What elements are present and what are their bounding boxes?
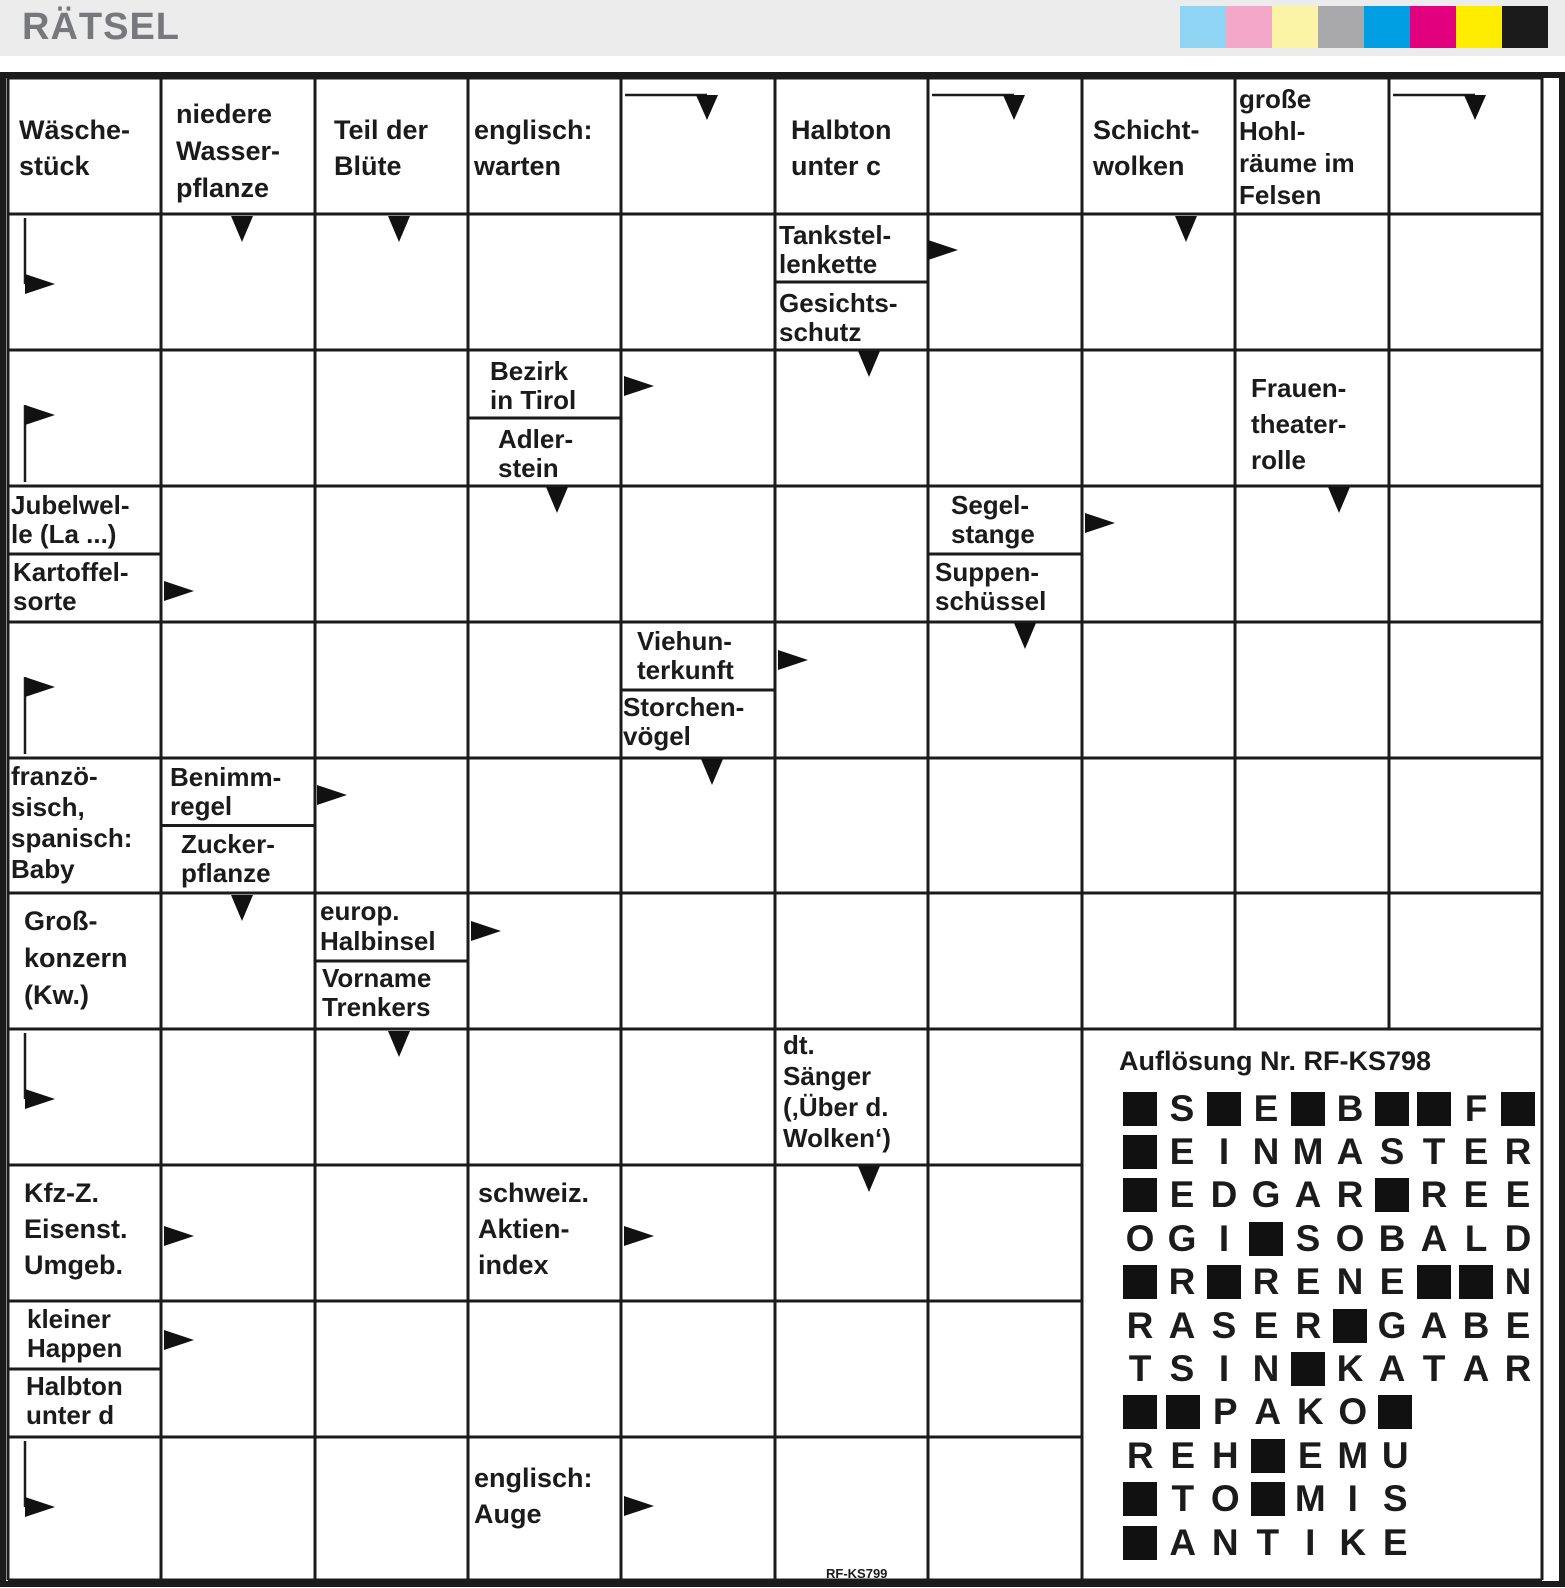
solution-letter: R (1420, 1174, 1448, 1216)
solution-letter: R (1252, 1261, 1280, 1303)
clue-line: Bezirk (490, 356, 569, 386)
right-arrow-icon (624, 1226, 654, 1246)
solution-black-square (1287, 1347, 1329, 1390)
clue-line: Trenkers (322, 992, 431, 1022)
clue-line: theater- (1251, 409, 1347, 439)
clue-line: (Kw.) (24, 980, 89, 1010)
solution-row (1119, 1391, 1539, 1434)
solution-letter: I (1347, 1478, 1358, 1520)
solution-black-square (1245, 1217, 1287, 1260)
clue-c27 (478, 1175, 589, 1283)
clue-line: Kfz-Z. (24, 1178, 99, 1208)
solution-letter: N (1504, 1261, 1532, 1303)
solution-letter: U (1381, 1434, 1409, 1476)
color-swatch (1180, 6, 1226, 48)
clue-c09 (779, 289, 898, 347)
solution-letter: H (1211, 1434, 1239, 1476)
solution-black-square (1371, 1087, 1413, 1130)
clue-line: Teil der (334, 115, 429, 145)
solution-black-square (1203, 1261, 1245, 1304)
clue-line: Wasser- (176, 136, 281, 166)
solution-letter: M (1294, 1478, 1326, 1520)
solution-letter: S (1169, 1348, 1195, 1390)
solution-letter: N (1252, 1131, 1280, 1173)
solution-letter: R (1504, 1131, 1532, 1173)
solution-row (1119, 1304, 1539, 1347)
clue-line: Halbton (26, 1371, 123, 1401)
solution-letter: M (1292, 1131, 1324, 1173)
right-arrow-icon (25, 1497, 55, 1517)
right-arrow-icon (25, 677, 55, 697)
clue-line: lenkette (779, 249, 878, 279)
color-swatch (1364, 6, 1410, 48)
solution-black-square (1203, 1087, 1245, 1130)
clue-c23 (320, 896, 436, 956)
clue-c06 (1093, 112, 1200, 184)
solution-black-square (1329, 1304, 1371, 1347)
solution-letter: R (1336, 1174, 1364, 1216)
right-arrow-icon (164, 1226, 194, 1246)
clue-line: Blüte (334, 151, 402, 181)
solution-letter: A (1336, 1131, 1364, 1173)
clue-line: Eisenst. (24, 1214, 128, 1244)
clue-line: vögel (623, 721, 691, 751)
clue-line: Zucker- (181, 829, 275, 859)
solution-row (1119, 1130, 1539, 1173)
solution-letter: B (1462, 1304, 1490, 1346)
clue-line: in Tirol (490, 385, 577, 415)
solution-black-square (1371, 1174, 1413, 1217)
solution-letter: N (1336, 1261, 1364, 1303)
clue-line: Umgeb. (24, 1250, 124, 1280)
clue-line: stein (498, 453, 559, 483)
clue-c25 (783, 1030, 891, 1154)
solution-letter: E (1463, 1174, 1489, 1216)
clue-line: schüssel (935, 586, 1047, 616)
clue-c30 (474, 1460, 593, 1532)
solution-letter: G (1167, 1217, 1197, 1259)
solution-black-square (1119, 1087, 1161, 1130)
solution-letter: E (1463, 1131, 1489, 1173)
clue-c24 (322, 964, 431, 1022)
clue-line: Halbinsel (320, 926, 436, 956)
right-arrow-icon (25, 405, 55, 425)
solution-letter: E (1170, 1434, 1196, 1476)
clue-line: Schicht- (1093, 115, 1200, 145)
solution-letter: A (1462, 1348, 1490, 1390)
down-arrow-icon (1464, 95, 1486, 120)
clue-line: terkunft (637, 655, 734, 685)
clue-line: räume im (1239, 148, 1355, 178)
page-title: RÄTSEL (22, 6, 180, 48)
solution-letter: A (1168, 1304, 1196, 1346)
clue-line: schweiz. (478, 1178, 590, 1208)
solution-letter: A (1420, 1217, 1448, 1259)
solution-row (1119, 1261, 1539, 1304)
solution-black-square (1119, 1130, 1161, 1173)
clue-c07 (1239, 83, 1355, 211)
clue-line: rolle (1251, 445, 1306, 475)
solution-letter: A (1169, 1521, 1197, 1563)
clue-line: wolken (1093, 151, 1185, 181)
solution-row (1119, 1478, 1539, 1521)
color-swatch (1272, 6, 1318, 48)
clue-line: Storchen- (623, 692, 745, 722)
solution-black-square (1162, 1391, 1205, 1434)
clue-line: Wäsche- (19, 115, 131, 145)
solution-letter: B (1378, 1217, 1406, 1259)
clue-line: pflanze (176, 173, 270, 203)
clue-line: englisch: (474, 115, 593, 145)
solution-letter: K (1296, 1391, 1324, 1433)
solution-letter: I (1305, 1521, 1316, 1563)
solution-row (1119, 1174, 1539, 1217)
right-arrow-icon (25, 1089, 55, 1109)
solution-letter: A (1420, 1304, 1448, 1346)
solution-black-square (1247, 1434, 1290, 1477)
down-arrow-icon (546, 487, 568, 513)
color-swatch (1456, 6, 1502, 48)
down-arrow-icon (388, 216, 410, 242)
clue-line: Viehun- (637, 626, 732, 656)
clue-line: le (La ...) (11, 519, 117, 549)
clue-line: index (478, 1250, 549, 1280)
clue-c10 (490, 357, 576, 415)
solution-letter: K (1339, 1521, 1367, 1563)
clue-c08 (779, 221, 891, 279)
clue-line: Halbton (791, 115, 892, 145)
right-arrow-icon (317, 785, 347, 805)
solution-letter: E (1253, 1304, 1279, 1346)
clue-line: kleiner (27, 1304, 111, 1334)
puzzle-id: RF-KS799 (826, 1566, 888, 1581)
clue-line: spanisch: (11, 823, 133, 853)
solution-letter: E (1505, 1174, 1531, 1216)
clue-line: Adler- (498, 424, 574, 454)
clue-c12 (1251, 370, 1346, 478)
down-arrow-icon (231, 895, 253, 921)
down-arrow-icon (1014, 623, 1036, 649)
solution-black-square (1247, 1478, 1290, 1521)
solution-letter: K (1336, 1348, 1364, 1390)
solution-letter: S (1379, 1131, 1405, 1173)
solution-letter: E (1379, 1261, 1405, 1303)
down-arrow-icon (1003, 95, 1025, 120)
solution-letter: E (1169, 1174, 1195, 1216)
solution-row (1119, 1521, 1539, 1564)
right-arrow-icon (25, 274, 55, 294)
solution-letter: T (1422, 1131, 1446, 1173)
down-arrow-icon (858, 1166, 880, 1192)
solution-black-square (1374, 1391, 1417, 1434)
solution-letter: L (1464, 1217, 1488, 1259)
clue-c18 (623, 693, 744, 751)
solution-letter: E (1169, 1131, 1195, 1173)
clue-line: Segel- (951, 490, 1030, 520)
solution-row (1119, 1434, 1539, 1477)
clue-line: unter d (26, 1400, 115, 1430)
clue-c04 (474, 112, 593, 184)
color-swatch (1502, 6, 1548, 48)
clue-line: pflanze (181, 858, 271, 888)
solution-letter: O (1125, 1217, 1155, 1259)
clue-line: europ. (320, 896, 400, 926)
clue-line: Felsen (1239, 180, 1322, 210)
clue-line: warten (474, 151, 562, 181)
solution-letter: S (1211, 1304, 1237, 1346)
solution-row (1119, 1087, 1539, 1130)
solution-letter: I (1218, 1217, 1230, 1259)
clue-line: Baby (11, 854, 75, 884)
clue-c26 (24, 1175, 128, 1283)
solution-letter: E (1295, 1261, 1321, 1303)
clue-line: konzern (24, 943, 128, 973)
clue-c20 (170, 763, 281, 821)
clue-line: sisch, (11, 792, 85, 822)
color-swatches (1180, 6, 1548, 48)
clue-c05 (791, 112, 892, 184)
right-arrow-icon (624, 1496, 654, 1516)
down-arrow-icon (1175, 216, 1197, 242)
solution-black-square (1413, 1087, 1455, 1130)
solution-letter: R (1126, 1434, 1154, 1476)
right-arrow-icon (778, 650, 808, 670)
solution-letter: I (1218, 1131, 1230, 1173)
clue-line: regel (170, 791, 233, 821)
solution-letter: S (1382, 1478, 1408, 1520)
down-arrow-icon (231, 216, 253, 242)
right-arrow-icon (624, 376, 654, 396)
clue-line: Benimm- (170, 762, 282, 792)
solution-black-square (1287, 1087, 1329, 1130)
solution-letter: A (1254, 1391, 1282, 1433)
clue-line: (‚Über d. (783, 1092, 889, 1122)
clue-line: Frauen- (1251, 373, 1347, 403)
solution-letter: M (1337, 1434, 1369, 1476)
solution-black-square (1119, 1391, 1162, 1434)
solution-letter: R (1504, 1348, 1532, 1390)
clue-line: Groß- (24, 906, 98, 936)
clue-c01 (19, 112, 130, 184)
clue-c15 (951, 491, 1035, 549)
solution-letter: A (1294, 1174, 1322, 1216)
solution-letter: D (1504, 1217, 1532, 1259)
solution-title: Auflösung Nr. RF-KS798 (1119, 1046, 1432, 1076)
right-arrow-icon (471, 921, 501, 941)
solution-letter: E (1505, 1304, 1531, 1346)
solution-letter: P (1212, 1391, 1238, 1433)
down-arrow-icon (388, 1031, 410, 1057)
clue-c03 (334, 112, 428, 184)
clue-line: sorte (13, 586, 77, 616)
solution-letter: B (1336, 1087, 1364, 1129)
solution-letter: S (1169, 1087, 1195, 1129)
solution-black-square (1119, 1261, 1161, 1304)
solution-black-square (1413, 1261, 1455, 1304)
solution-grid (1119, 1087, 1539, 1564)
clue-line: Suppen- (935, 557, 1039, 587)
clue-c22 (24, 903, 128, 1014)
solution-letter: E (1382, 1521, 1408, 1563)
solution-letter: O (1338, 1391, 1368, 1433)
right-arrow-icon (164, 581, 194, 601)
clue-line: dt. (783, 1030, 815, 1060)
solution-letter: T (1171, 1478, 1195, 1520)
clue-c02 (176, 96, 280, 207)
clue-line: Auge (474, 1499, 542, 1529)
clue-line: Hohl- (1239, 116, 1306, 146)
clue-line: franzö- (11, 761, 98, 791)
solution-letter: R (1168, 1261, 1196, 1303)
solution-letter: G (1377, 1304, 1407, 1346)
solution-letter: N (1211, 1521, 1239, 1563)
solution-letter: F (1464, 1087, 1488, 1129)
solution-black-square (1119, 1174, 1161, 1217)
clue-line: Gesichts- (779, 288, 898, 318)
solution-letter: R (1126, 1304, 1154, 1346)
clue-c16 (935, 558, 1046, 616)
clue-c19 (11, 761, 132, 885)
clue-line: Happen (27, 1333, 123, 1363)
solution-black-square (1119, 1478, 1162, 1521)
solution-letter: E (1253, 1087, 1279, 1129)
clue-line: Aktien- (478, 1214, 570, 1244)
clue-line: Tankstel- (779, 220, 892, 250)
clue-line: stange (951, 519, 1035, 549)
clue-line: niedere (176, 99, 273, 129)
clue-line: Kartoffel- (13, 557, 129, 587)
down-arrow-icon (858, 351, 880, 377)
solution-letter: D (1210, 1174, 1238, 1216)
clue-line: Wolken‘) (783, 1123, 891, 1153)
color-swatch (1410, 6, 1456, 48)
solution-letter: T (1256, 1521, 1280, 1563)
solution-row (1119, 1217, 1539, 1260)
solution-row (1119, 1347, 1539, 1390)
solution-black-square (1455, 1261, 1497, 1304)
header-bar (0, 0, 1565, 56)
solution-letter: T (1422, 1348, 1446, 1390)
solution-letter: R (1294, 1304, 1322, 1346)
right-arrow-icon (928, 240, 958, 260)
solution-letter: S (1295, 1217, 1321, 1259)
clue-line: Jubelwel- (11, 490, 130, 520)
color-swatch (1226, 6, 1272, 48)
solution-letter: N (1252, 1348, 1280, 1390)
clue-c11 (498, 425, 573, 483)
clue-c28 (27, 1305, 122, 1363)
down-arrow-icon (701, 759, 723, 785)
solution-letter: A (1378, 1348, 1406, 1390)
clue-line: stück (19, 151, 90, 181)
clue-c21 (181, 830, 275, 888)
down-arrow-icon (696, 95, 718, 120)
clue-c29 (26, 1372, 123, 1430)
solution-letter: E (1297, 1434, 1323, 1476)
color-swatch (1318, 6, 1364, 48)
right-arrow-icon (164, 1330, 194, 1350)
solution-letter: T (1128, 1348, 1152, 1390)
clue-line: schutz (779, 317, 862, 347)
solution-black-square (1119, 1521, 1162, 1564)
right-arrow-icon (1085, 513, 1115, 533)
clue-line: Vorname (322, 963, 432, 993)
solution-letter: G (1251, 1174, 1281, 1216)
clue-c17 (637, 627, 734, 685)
solution-letter: O (1335, 1217, 1365, 1259)
solution-black-square (1497, 1087, 1539, 1130)
clue-line: Sänger (783, 1061, 872, 1091)
solution-box (1119, 1046, 1539, 1564)
clue-c14 (13, 558, 129, 616)
solution-letter: I (1218, 1348, 1230, 1390)
solution-letter: O (1210, 1478, 1240, 1520)
down-arrow-icon (1328, 487, 1350, 513)
clue-c13 (11, 491, 129, 549)
clue-line: englisch: (474, 1463, 593, 1493)
clue-line: große (1239, 84, 1312, 114)
clue-line: unter c (791, 151, 882, 181)
